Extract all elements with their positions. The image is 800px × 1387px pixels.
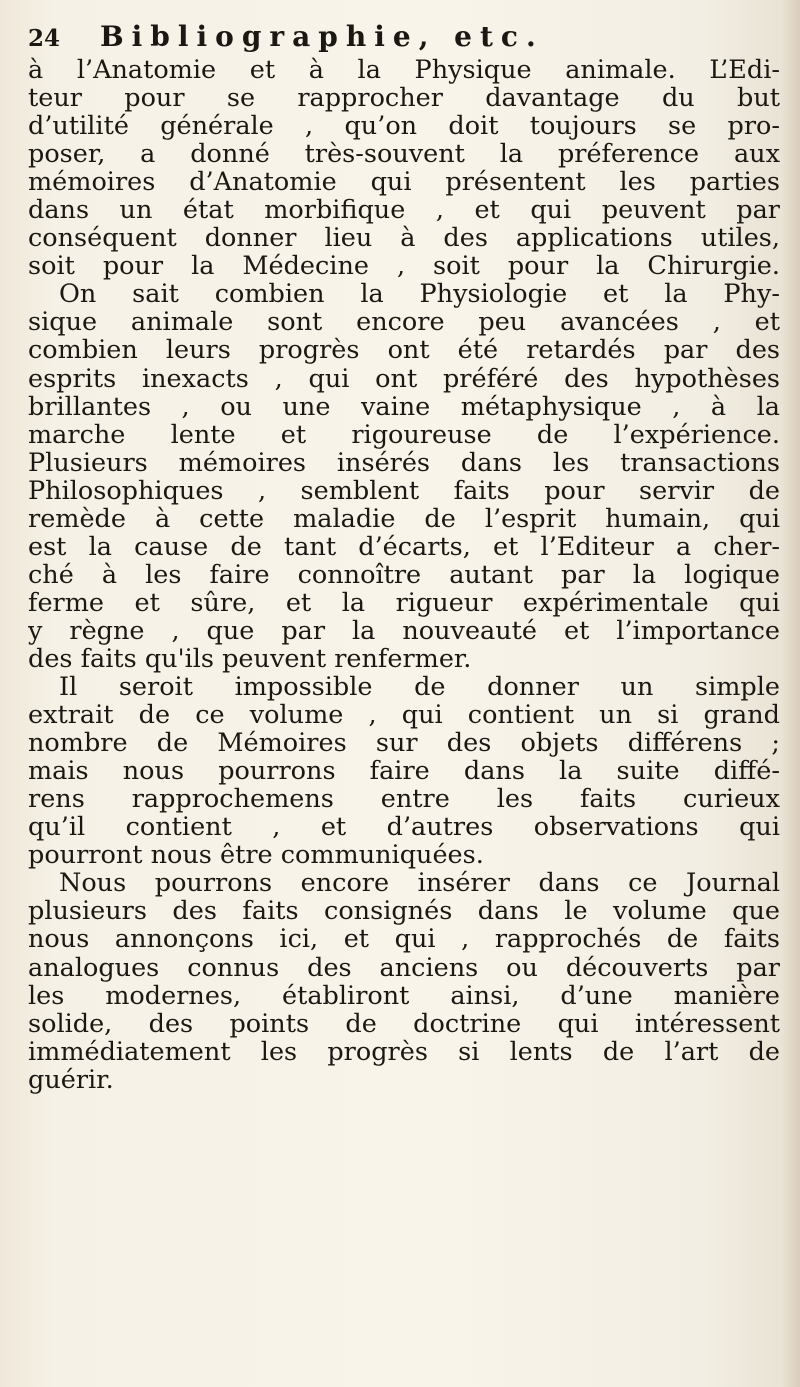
- text-line: esprits inexacts , qui ont préféré des hypothèses: [28, 364, 780, 393]
- text-line: conséquent donner lieu à des applications utiles,: [28, 224, 780, 253]
- paragraph-first-line: Nous pourrons encore insérer dans ce Journal: [59, 869, 780, 898]
- paragraph-last-line: pourront nous être communiquées.: [28, 841, 484, 870]
- text-line: marche lente et rigoureuse de l’expérience.: [28, 420, 780, 449]
- text-line: remède à cette maladie de l’esprit humain, qui: [28, 504, 780, 533]
- text-line: nous annonçons ici, et qui , rapprochés de faits: [28, 925, 780, 954]
- text-line: à l’Anatomie et à la Physique animale. L’Edi-: [28, 56, 780, 85]
- paragraph-first-line: On sait combien la Physiologie et la Phy-: [59, 280, 780, 309]
- text-line: teur pour se rapprocher davantage du but: [28, 84, 780, 113]
- text-line: immédiatement les progrès si lents de l’art de: [28, 1037, 780, 1066]
- text-line: Philosophiques , semblent faits pour servir de: [28, 476, 780, 505]
- text-line: rens rapprochemens entre les faits curieux: [28, 785, 780, 814]
- text-line: solide, des points de doctrine qui intéressent: [28, 1009, 780, 1038]
- text-line: dans un état morbifique , et qui peuvent par: [28, 196, 780, 225]
- running-head: [28, 14, 788, 60]
- running-title: Bibliographie, etc.: [100, 20, 544, 53]
- paragraph-last-line: des faits qu'ils peuvent renfermer.: [28, 644, 472, 674]
- page-number: 24: [28, 25, 61, 52]
- text-line: ché à les faire connoître autant par la logique: [28, 560, 780, 589]
- text-line: est la cause de tant d’écarts, et l’Editeur a cher-: [28, 532, 780, 561]
- paragraph-first-line: Il seroit impossible de donner un simple: [59, 673, 780, 702]
- text-line: mémoires d’Anatomie qui présentent les parties: [28, 168, 780, 197]
- text-line: y règne , que par la nouveauté et l’importance: [28, 616, 780, 645]
- text-line: plusieurs des faits consignés dans le volume que: [28, 897, 780, 926]
- paragraph-last-line: guérir.: [28, 1065, 114, 1094]
- text-line: mais nous pourrons faire dans la suite diffé-: [28, 757, 780, 786]
- text-line: sique animale sont encore peu avancées , et: [28, 308, 780, 337]
- text-line: qu’il contient , et d’autres observations qui: [28, 813, 780, 842]
- text-line: analogues connus des anciens ou découverts par: [28, 953, 780, 982]
- text-line: combien leurs progrès ont été retardés par des: [28, 336, 780, 365]
- text-line: Plusieurs mémoires insérés dans les transactions: [28, 448, 780, 477]
- text-line: brillantes , ou une vaine métaphysique , à la: [28, 392, 780, 421]
- text-line: poser, a donné très-souvent la préference aux: [28, 140, 780, 169]
- text-line: extrait de ce volume , qui contient un si grand: [28, 701, 780, 730]
- text-line: les modernes, établiront ainsi, d’une manière: [28, 981, 780, 1010]
- text-line: ferme et sûre, et la rigueur expérimentale qui: [28, 588, 780, 617]
- text-line: d’utilité générale , qu’on doit toujours se pro-: [28, 112, 780, 141]
- text-line: nombre de Mémoires sur des objets différens ;: [28, 729, 780, 758]
- body-text: [28, 56, 780, 1366]
- text-line: soit pour la Médecine , soit pour la Chirurgie.: [28, 252, 780, 281]
